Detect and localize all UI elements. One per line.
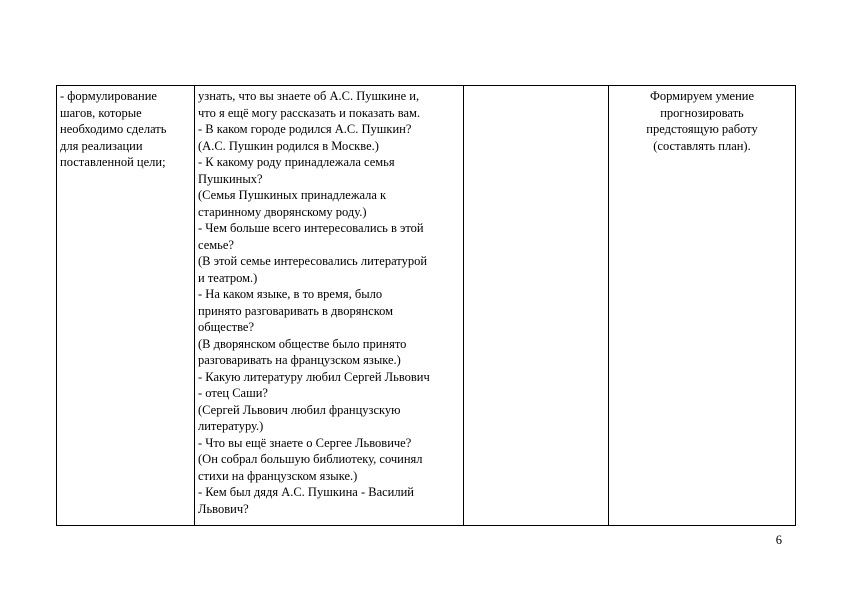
stage-line: для реализации (60, 138, 143, 153)
dialogue-line: - На каком языке, в то время, было (198, 287, 383, 301)
dialogue-line: литературу.) (198, 419, 264, 433)
dialogue-line: что я ещё могу рассказать и показать вам. (198, 105, 421, 120)
dialogue-line: - К какому роду принадлежала семья (198, 155, 395, 169)
dialogue-line: (В этой семье интересовались литературой (198, 254, 428, 268)
dialogue-line: старинному дворянскому роду.) (198, 204, 367, 219)
dialogue-line: обществе? (198, 320, 255, 334)
outcome-line: прогнозировать (660, 105, 744, 120)
dialogue-line: - Кем был дядя А.С. Пушкина - Василий (198, 485, 414, 499)
dialogue-line: (В дворянском обществе было принято (198, 336, 407, 351)
page-number: 6 (775, 533, 782, 547)
dialogue-line: (Семья Пушкиных принадлежала к (198, 188, 387, 202)
teacher-activity-cell (195, 86, 464, 526)
dialogue-line: и театром.) (198, 270, 258, 285)
outcome-line: предстоящую работу (646, 122, 758, 136)
table-row (57, 86, 796, 526)
dialogue-line: - Чем больше всего интересовались в этой (198, 221, 424, 235)
stage-line: шагов, которые (60, 105, 142, 120)
dialogue-line: - отец Саши? (198, 386, 268, 400)
outcome-line: (составлять план). (653, 138, 751, 153)
dialogue-line: семье? (198, 237, 234, 252)
dialogue-line: (Он собрал большую библиотеку, сочинял (198, 452, 423, 466)
lesson-plan-table (56, 85, 796, 526)
dialogue-line: - Что вы ещё знаете о Сергее Львовиче? (198, 435, 412, 450)
dialogue-line: - Какую литературу любил Сергей Львович (198, 369, 430, 384)
student-activity-cell (464, 86, 609, 526)
dialogue-line: стихи на французском языке.) (198, 468, 358, 483)
dialogue-line: принято разговаривать в дворянском (198, 303, 394, 318)
dialogue-line: Пушкиных? (198, 171, 263, 186)
dialogue-line: - В каком городе родился А.С. Пушкин? (198, 122, 412, 136)
dialogue-line: (Сергей Львович любил французскую (198, 402, 401, 417)
outcomes-cell (609, 86, 796, 526)
dialogue-line: (А.С. Пушкин родился в Москве.) (198, 138, 379, 153)
outcome-line: Формируем умение (649, 89, 754, 103)
stage-line: поставленной цели; (60, 155, 166, 169)
stage-line: - формулирование (60, 89, 157, 103)
stage-line: необходимо сделать (60, 122, 167, 136)
dialogue-line: узнать, что вы знаете об А.С. Пушкине и, (198, 89, 420, 103)
stage-cell (57, 86, 195, 526)
dialogue-line: разговаривать на французском языке.) (198, 353, 401, 367)
dialogue-line: Львович? (198, 501, 249, 516)
